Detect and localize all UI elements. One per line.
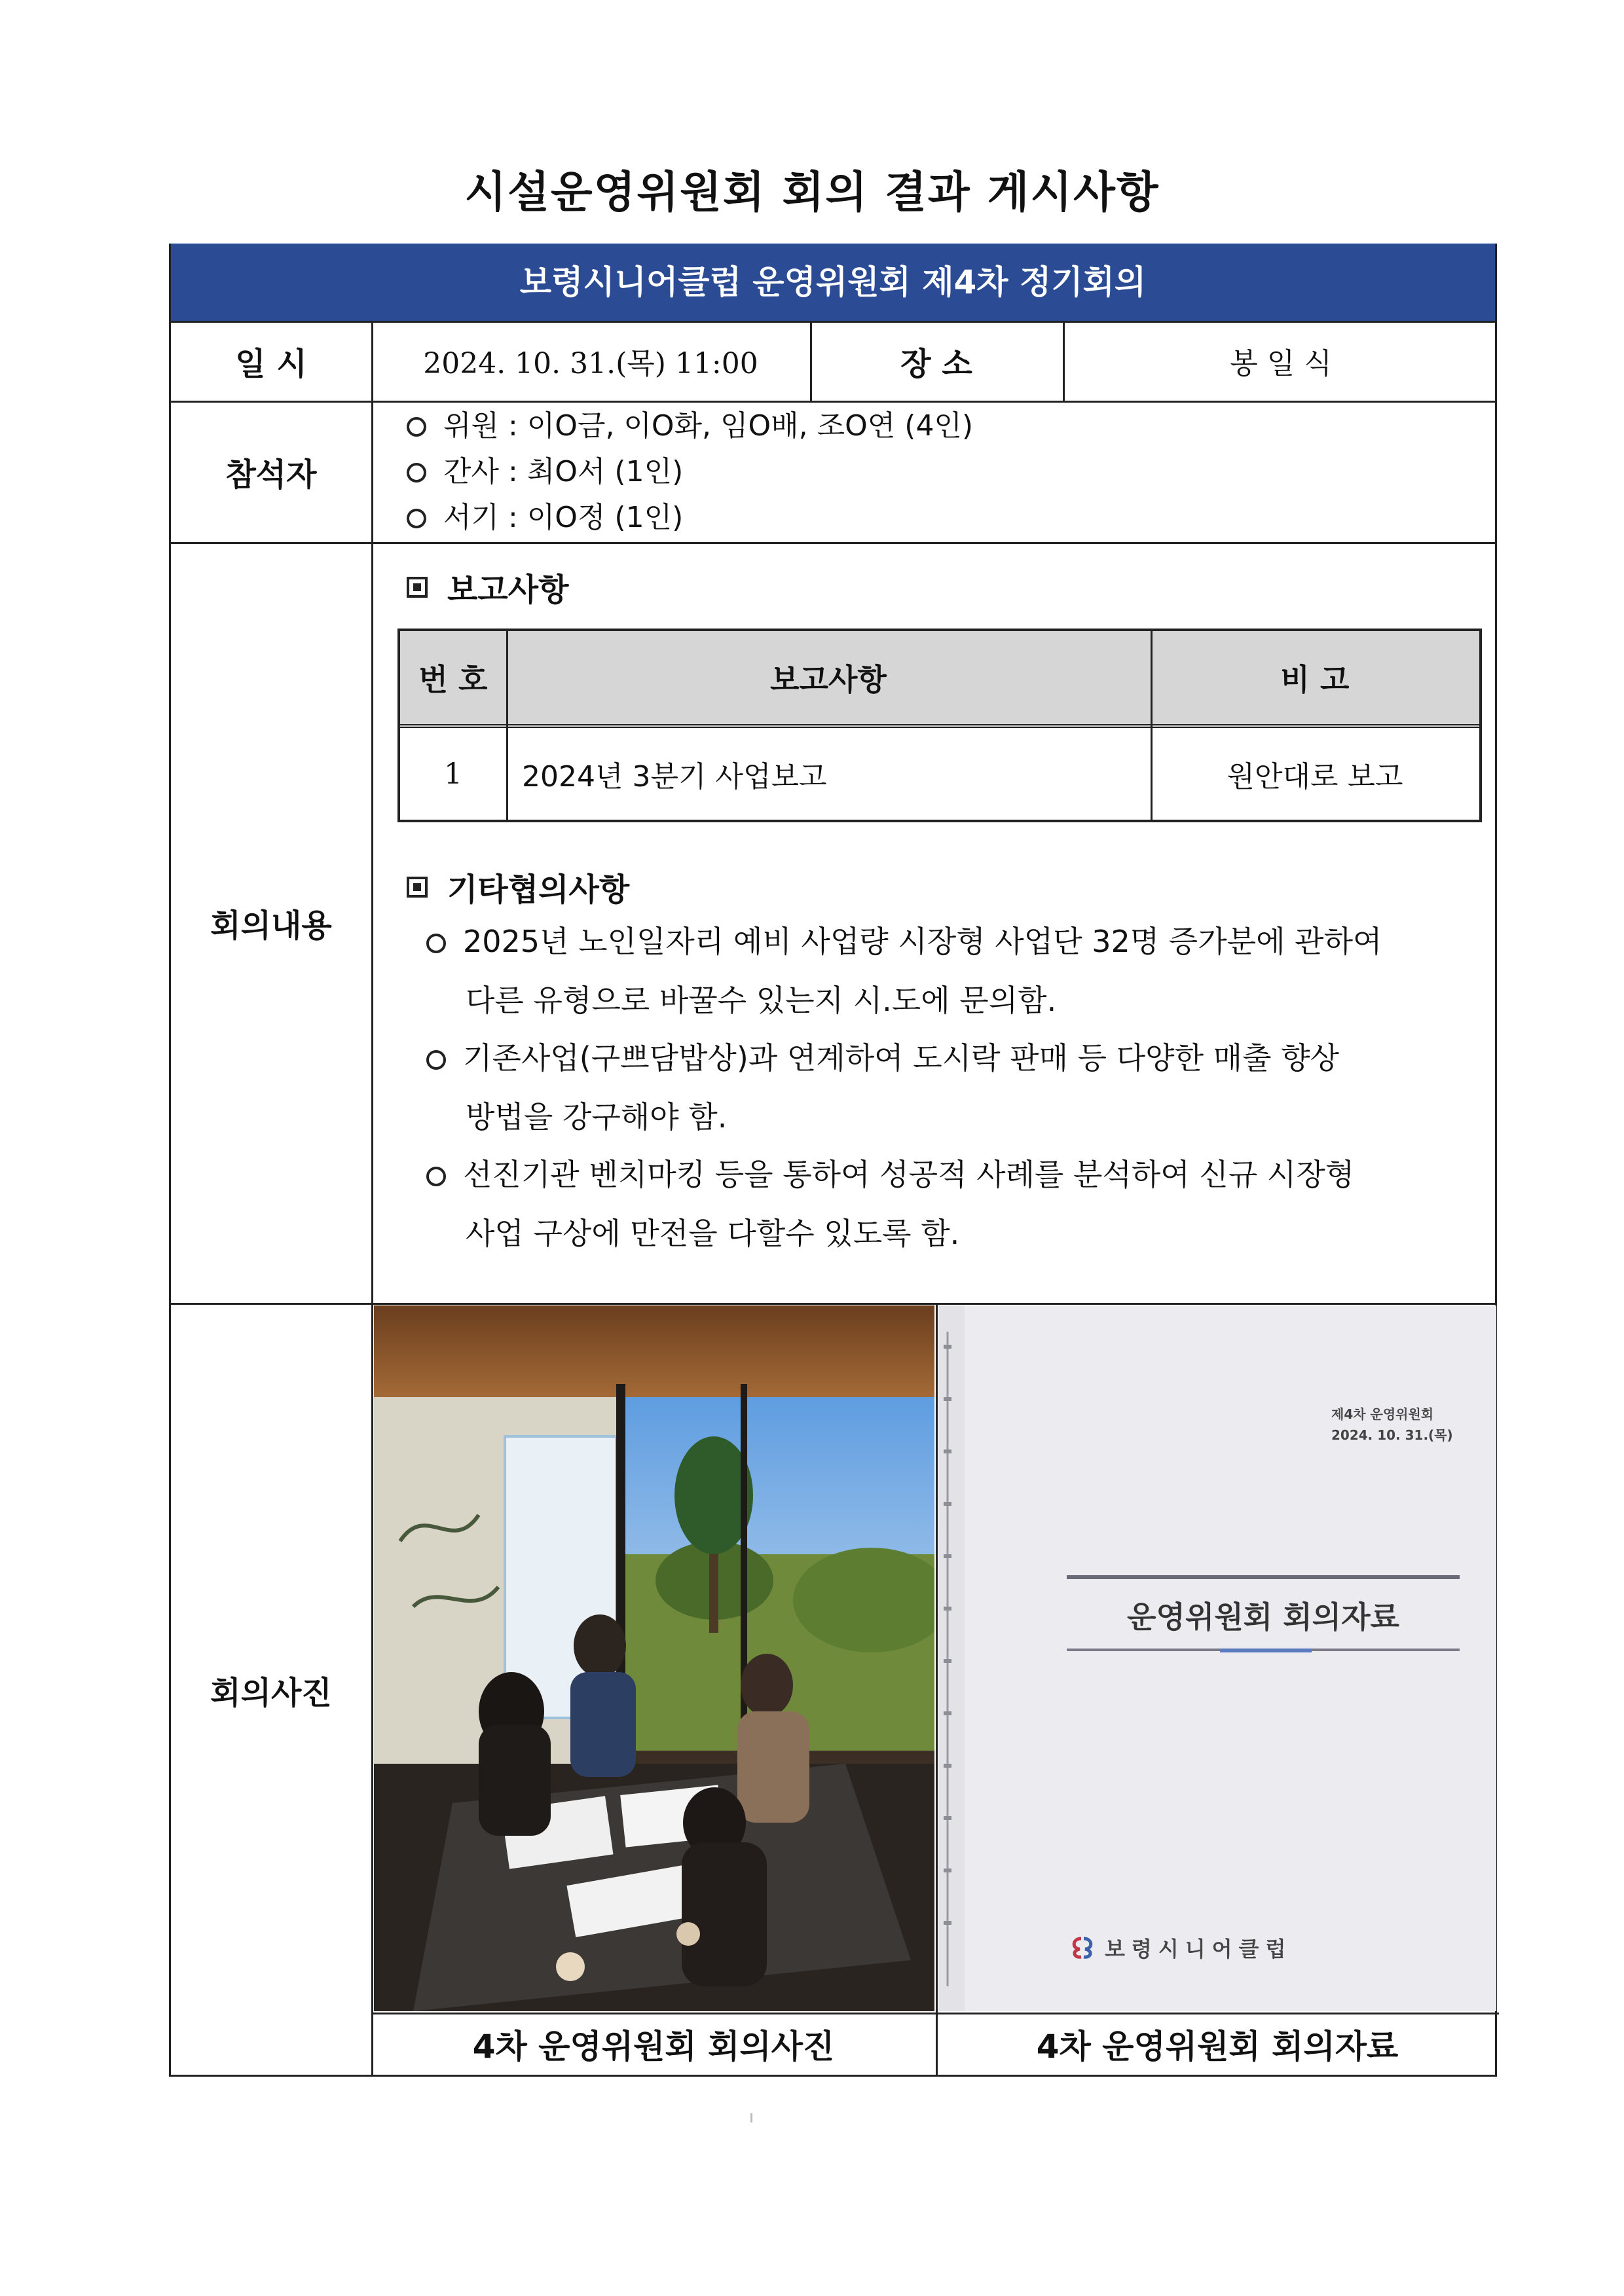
cover-title: 운영위원회 회의자료: [1127, 1599, 1399, 1635]
place-value: 봉 일 식: [1230, 347, 1332, 380]
meeting-scene-illustration: [374, 1305, 934, 2011]
photos-label: 회의사진: [210, 1674, 332, 1711]
circle-bullet-icon: [407, 509, 426, 528]
discussion-item-cont: 방법을 강구해야 함.: [466, 1099, 728, 1135]
meeting-photo: [374, 1305, 934, 2011]
cover-small-line1: 제4차 운영위원회: [1331, 1406, 1434, 1422]
circle-bullet-icon: [426, 934, 446, 953]
content-label: 회의내용: [210, 907, 332, 944]
cover-small-line2: 2024. 10. 31.(목): [1331, 1427, 1453, 1443]
attendees-label: 참석자: [225, 456, 317, 493]
discussion-item-cont: 사업 구상에 만전을 다할수 있도록 함.: [466, 1216, 960, 1251]
date-label: 일 시: [235, 345, 307, 382]
circle-bullet-icon: [407, 417, 426, 437]
document-photo-caption: 4차 운영위원회 회의자료: [1036, 2028, 1399, 2066]
document-photo: [938, 1305, 1496, 2011]
attendee-line: 서기 : 이O정 (1인): [407, 494, 683, 536]
page-title: 시설운영위원회 회의 결과 게시사항: [464, 167, 1160, 217]
circle-bullet-icon: [426, 1050, 446, 1070]
header-note: 비 고: [1280, 662, 1350, 697]
circle-bullet-icon: [426, 1167, 446, 1186]
other-heading: 기타협의사항: [407, 864, 629, 909]
square-bullet-icon: [407, 877, 428, 898]
row-note: 원안대로 보고: [1227, 760, 1403, 793]
report-table: [397, 629, 1482, 822]
cover-org: 보령시니어클럽: [1069, 1933, 1292, 1963]
meeting-photo-caption: 4차 운영위원회 회의사진: [472, 2028, 835, 2066]
row-no: 1: [444, 757, 462, 791]
attendee-line: 간사 : 최O서 (1인): [407, 448, 683, 490]
discussion-item-cont: 다른 유형으로 바꿀수 있는지 시.도에 문의함.: [466, 983, 1057, 1018]
result-table: [169, 244, 1497, 2077]
square-bullet-icon: [407, 577, 428, 598]
discussion-item: 기존사업(구쁘담밥상)과 연계하여 도시락 판매 등 다양한 매출 향상: [426, 1034, 1339, 1078]
discussion-item: 2025년 노인일자리 예비 사업량 시장형 사업단 32명 증가분에 관하여: [426, 918, 1382, 961]
circle-bullet-icon: [407, 463, 426, 483]
report-heading: 보고사항: [407, 564, 568, 610]
date-value: 2024. 10. 31.(목) 11:00: [423, 347, 758, 380]
meeting-banner: 보령시니어클럽 운영위원회 제4차 정기회의: [171, 244, 1495, 321]
place-label: 장 소: [900, 345, 972, 382]
org-logo-icon: [1069, 1936, 1096, 1959]
scan-mark: [750, 2113, 752, 2123]
header-item: 보고사항: [770, 662, 887, 697]
row-item: 2024년 3분기 사업보고: [522, 760, 827, 793]
header-no: 번 호: [418, 662, 488, 697]
attendee-line: 위원 : 이O금, 이O화, 임O배, 조O연 (4인): [407, 402, 973, 444]
discussion-item: 선진기관 벤치마킹 등을 통하여 성공적 사례를 분석하여 신규 시장형: [426, 1151, 1354, 1194]
